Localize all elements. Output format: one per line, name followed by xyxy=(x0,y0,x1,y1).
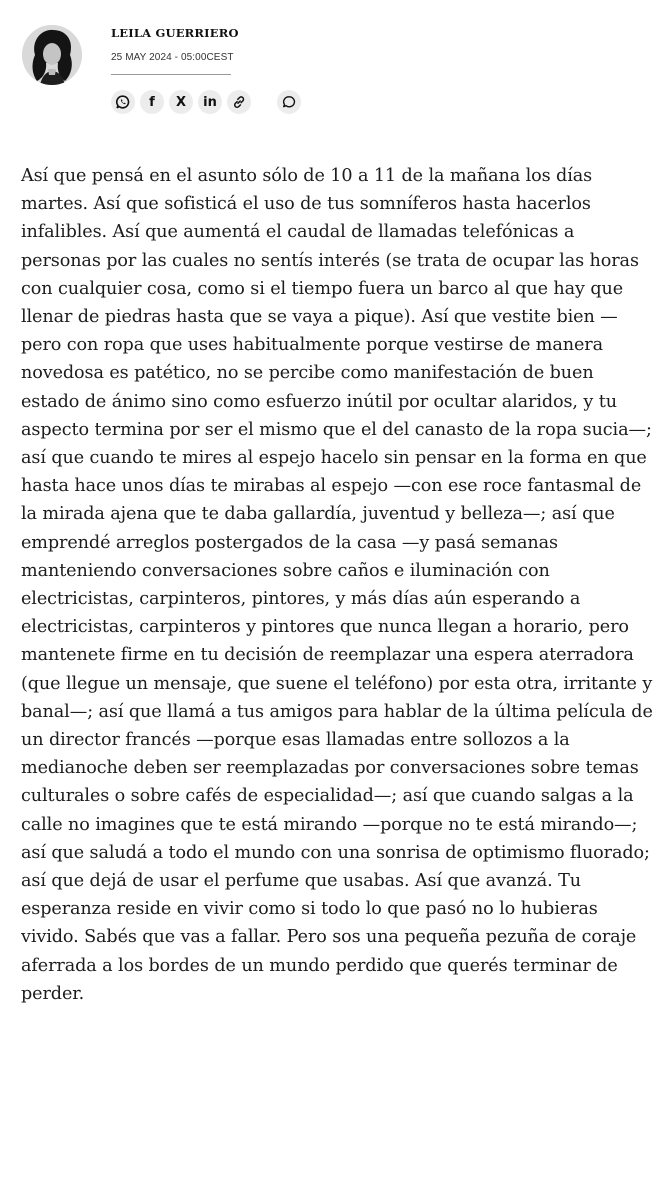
author-avatar[interactable] xyxy=(22,25,82,85)
link-icon xyxy=(231,94,247,110)
comments-button[interactable] xyxy=(277,90,301,114)
article-body-paragraph: Así que pensá en el asunto sólo de 10 a 11 de la mañana los días martes. Así que sofisticá el uso de tus somníferos hasta hacerlos infalibles. Así que aumentá el caudal de llamadas telefónicas a personas por las cuales no sentís interés (se trata de ocupar las horas con cualquier cosa, como si el tiempo fuera un barco al que hay que llenar de piedras hasta que se vaya a pique). Así que vestite bien —pero con ropa que uses habitualmente porque vestirse de manera novedosa es patético, no se percibe como manifestación de buen estado de ánimo sino como esfuerzo inútil por ocultar alaridos, y tu aspecto termina por ser el mismo que el del canasto de la ropa sucia—; así que cuando te mires al espejo hacelo sin pensar en la forma en que hasta hace unos días te mirabas al espejo —con ese roce fantasmal de la mirada ajena que te daba gallardía, juventud y belleza—; así que emprendé arreglos postergados de la casa —y pasá semanas manteniendo conversaciones sobre caños e iluminación con electricistas, carpinteros, pintores, y más días aún esperando a electricistas, carpinteros y pintores que nunca llegan a horario, pero mantenete firme en tu decisión de reemplazar una espera aterradora (que llegue un mensaje, que suene el teléfono) por esta otra, irritante y banal—; así que llamá a tus amigos para hablar de la última película de un director francés —porque esas llamadas entre sollozos a la medianoche deben ser reemplazadas por conversaciones sobre temas culturales o sobre cafés de especialidad—; así que cuando salgas a la calle no imagines que te está mirando —porque no te está mirando—; así que saludá a todo el mundo con una sonrisa de optimismo fluorado; así que dejá de usar el perfume que usabas. Así que avanzá. Tu esperanza reside en vivir como si todo lo que pasó no lo hubieras vivido. Sabés que vas a fallar. Pero sos una pequeña pezuña de coraje aferrada a los bordes de un mundo perdido que querés terminar de perder. xyxy=(21,166,653,1004)
article-byline xyxy=(22,25,642,125)
share-facebook-button[interactable] xyxy=(140,90,164,114)
date-divider xyxy=(111,74,231,75)
share-bar xyxy=(111,90,306,114)
share-whatsapp-button[interactable] xyxy=(111,90,135,114)
author-name[interactable]: LEILA GUERRIERO xyxy=(111,26,239,40)
share-linkedin-button[interactable] xyxy=(198,90,222,114)
comment-icon xyxy=(281,94,297,110)
copy-link-button[interactable] xyxy=(227,90,251,114)
whatsapp-icon xyxy=(115,94,131,110)
author-photo xyxy=(22,25,82,85)
facebook-icon: f xyxy=(149,94,155,110)
share-x-button[interactable] xyxy=(169,90,193,114)
x-icon: X xyxy=(175,94,187,110)
publication-date: 25 MAY 2024 - 05:00CEST xyxy=(111,52,234,63)
linkedin-icon: in xyxy=(203,94,217,110)
